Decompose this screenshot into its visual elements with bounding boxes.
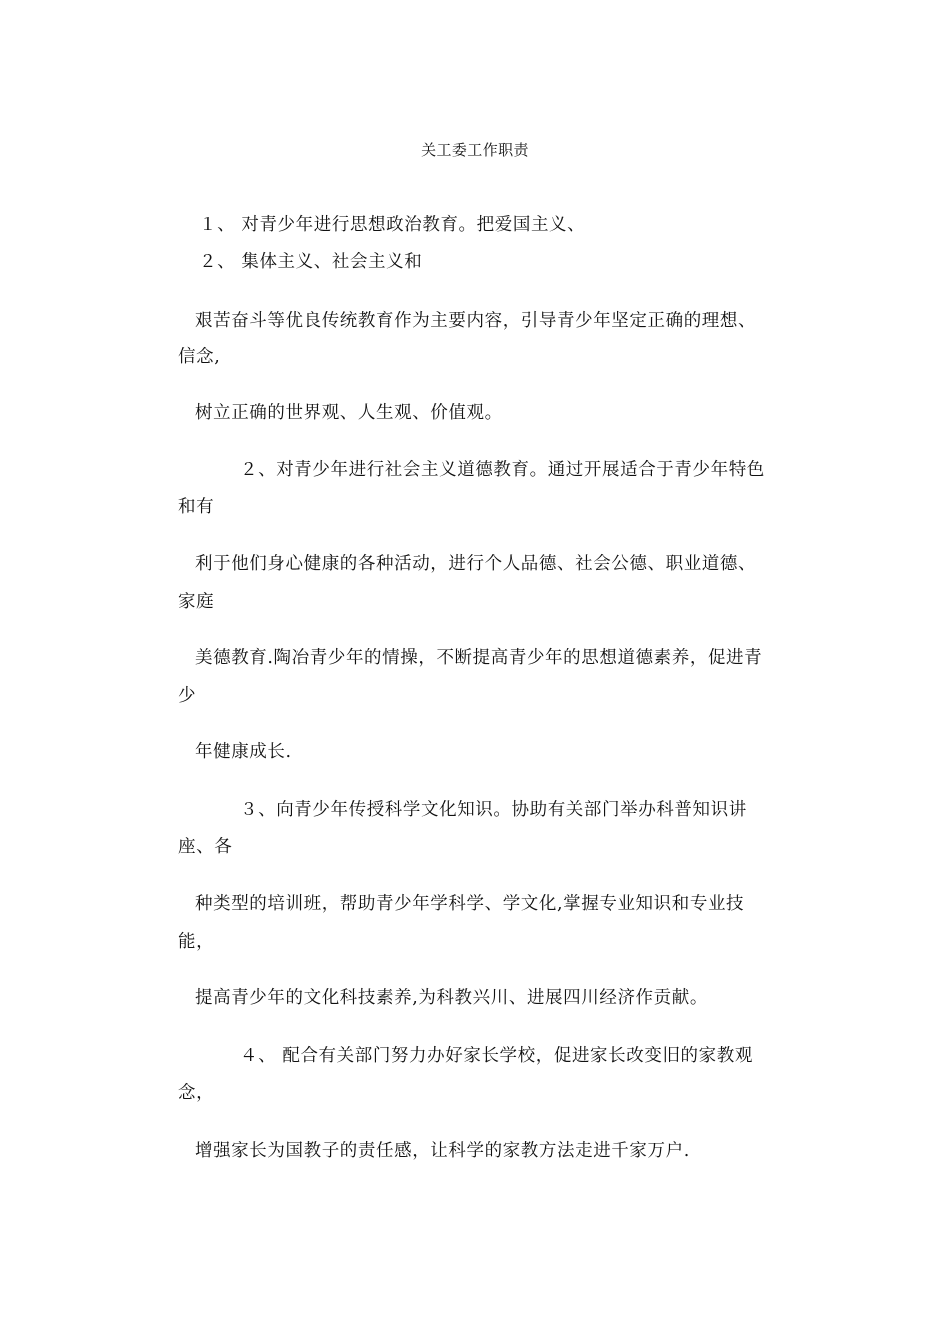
section-2-heading-line: ２、对青少年进行社会主义道德教育。通过开展适合于青少年特色: [240, 460, 765, 480]
paragraph-line: 提高青少年的文化科技素养,为科教兴川、进展四川经济作贡献。: [195, 988, 708, 1008]
section-3-heading-line: ３、向青少年传授科学文化知识。协助有关部门举办科普知识讲: [240, 800, 747, 820]
paragraph-line: 种类型的培训班，帮助青少年学科学、学文化,掌握专业知识和专业技: [195, 894, 745, 914]
section-4-heading-line: ４、 配合有关部门努力办好家长学校，促进家长改变旧的家教观: [240, 1046, 753, 1066]
item-2-line: ２、 集体主义、社会主义和: [199, 252, 423, 272]
item-1-line: １、 对青少年进行思想政治教育。把爱国主义、: [199, 215, 586, 235]
paragraph-line: 美德教育.陶冶青少年的情操，不断提高青少年的思想道德素养，促进青: [195, 648, 763, 668]
paragraph-line: 和有: [178, 497, 215, 517]
paragraph-line: 座、各: [178, 837, 233, 857]
paragraph-line: 信念,: [178, 347, 221, 367]
document-title: 关工委工作职责: [421, 141, 529, 159]
paragraph-line: 艰苦奋斗等优良传统教育作为主要内容，引导青少年坚定正确的理想、: [195, 311, 757, 331]
paragraph-line: 家庭: [178, 592, 215, 612]
paragraph-line: 年健康成长.: [195, 742, 292, 762]
paragraph-line: 能，: [178, 932, 215, 952]
paragraph-line: 念，: [178, 1083, 215, 1103]
paragraph-line: 利于他们身心健康的各种活动，进行个人品德、社会公德、职业道德、: [195, 554, 757, 574]
paragraph-line: 少: [178, 686, 197, 706]
paragraph-line: 增强家长为国教子的责任感，让科学的家教方法走进千家万户.: [195, 1141, 690, 1161]
paragraph-line: 树立正确的世界观、人生观、价值观。: [195, 403, 503, 423]
